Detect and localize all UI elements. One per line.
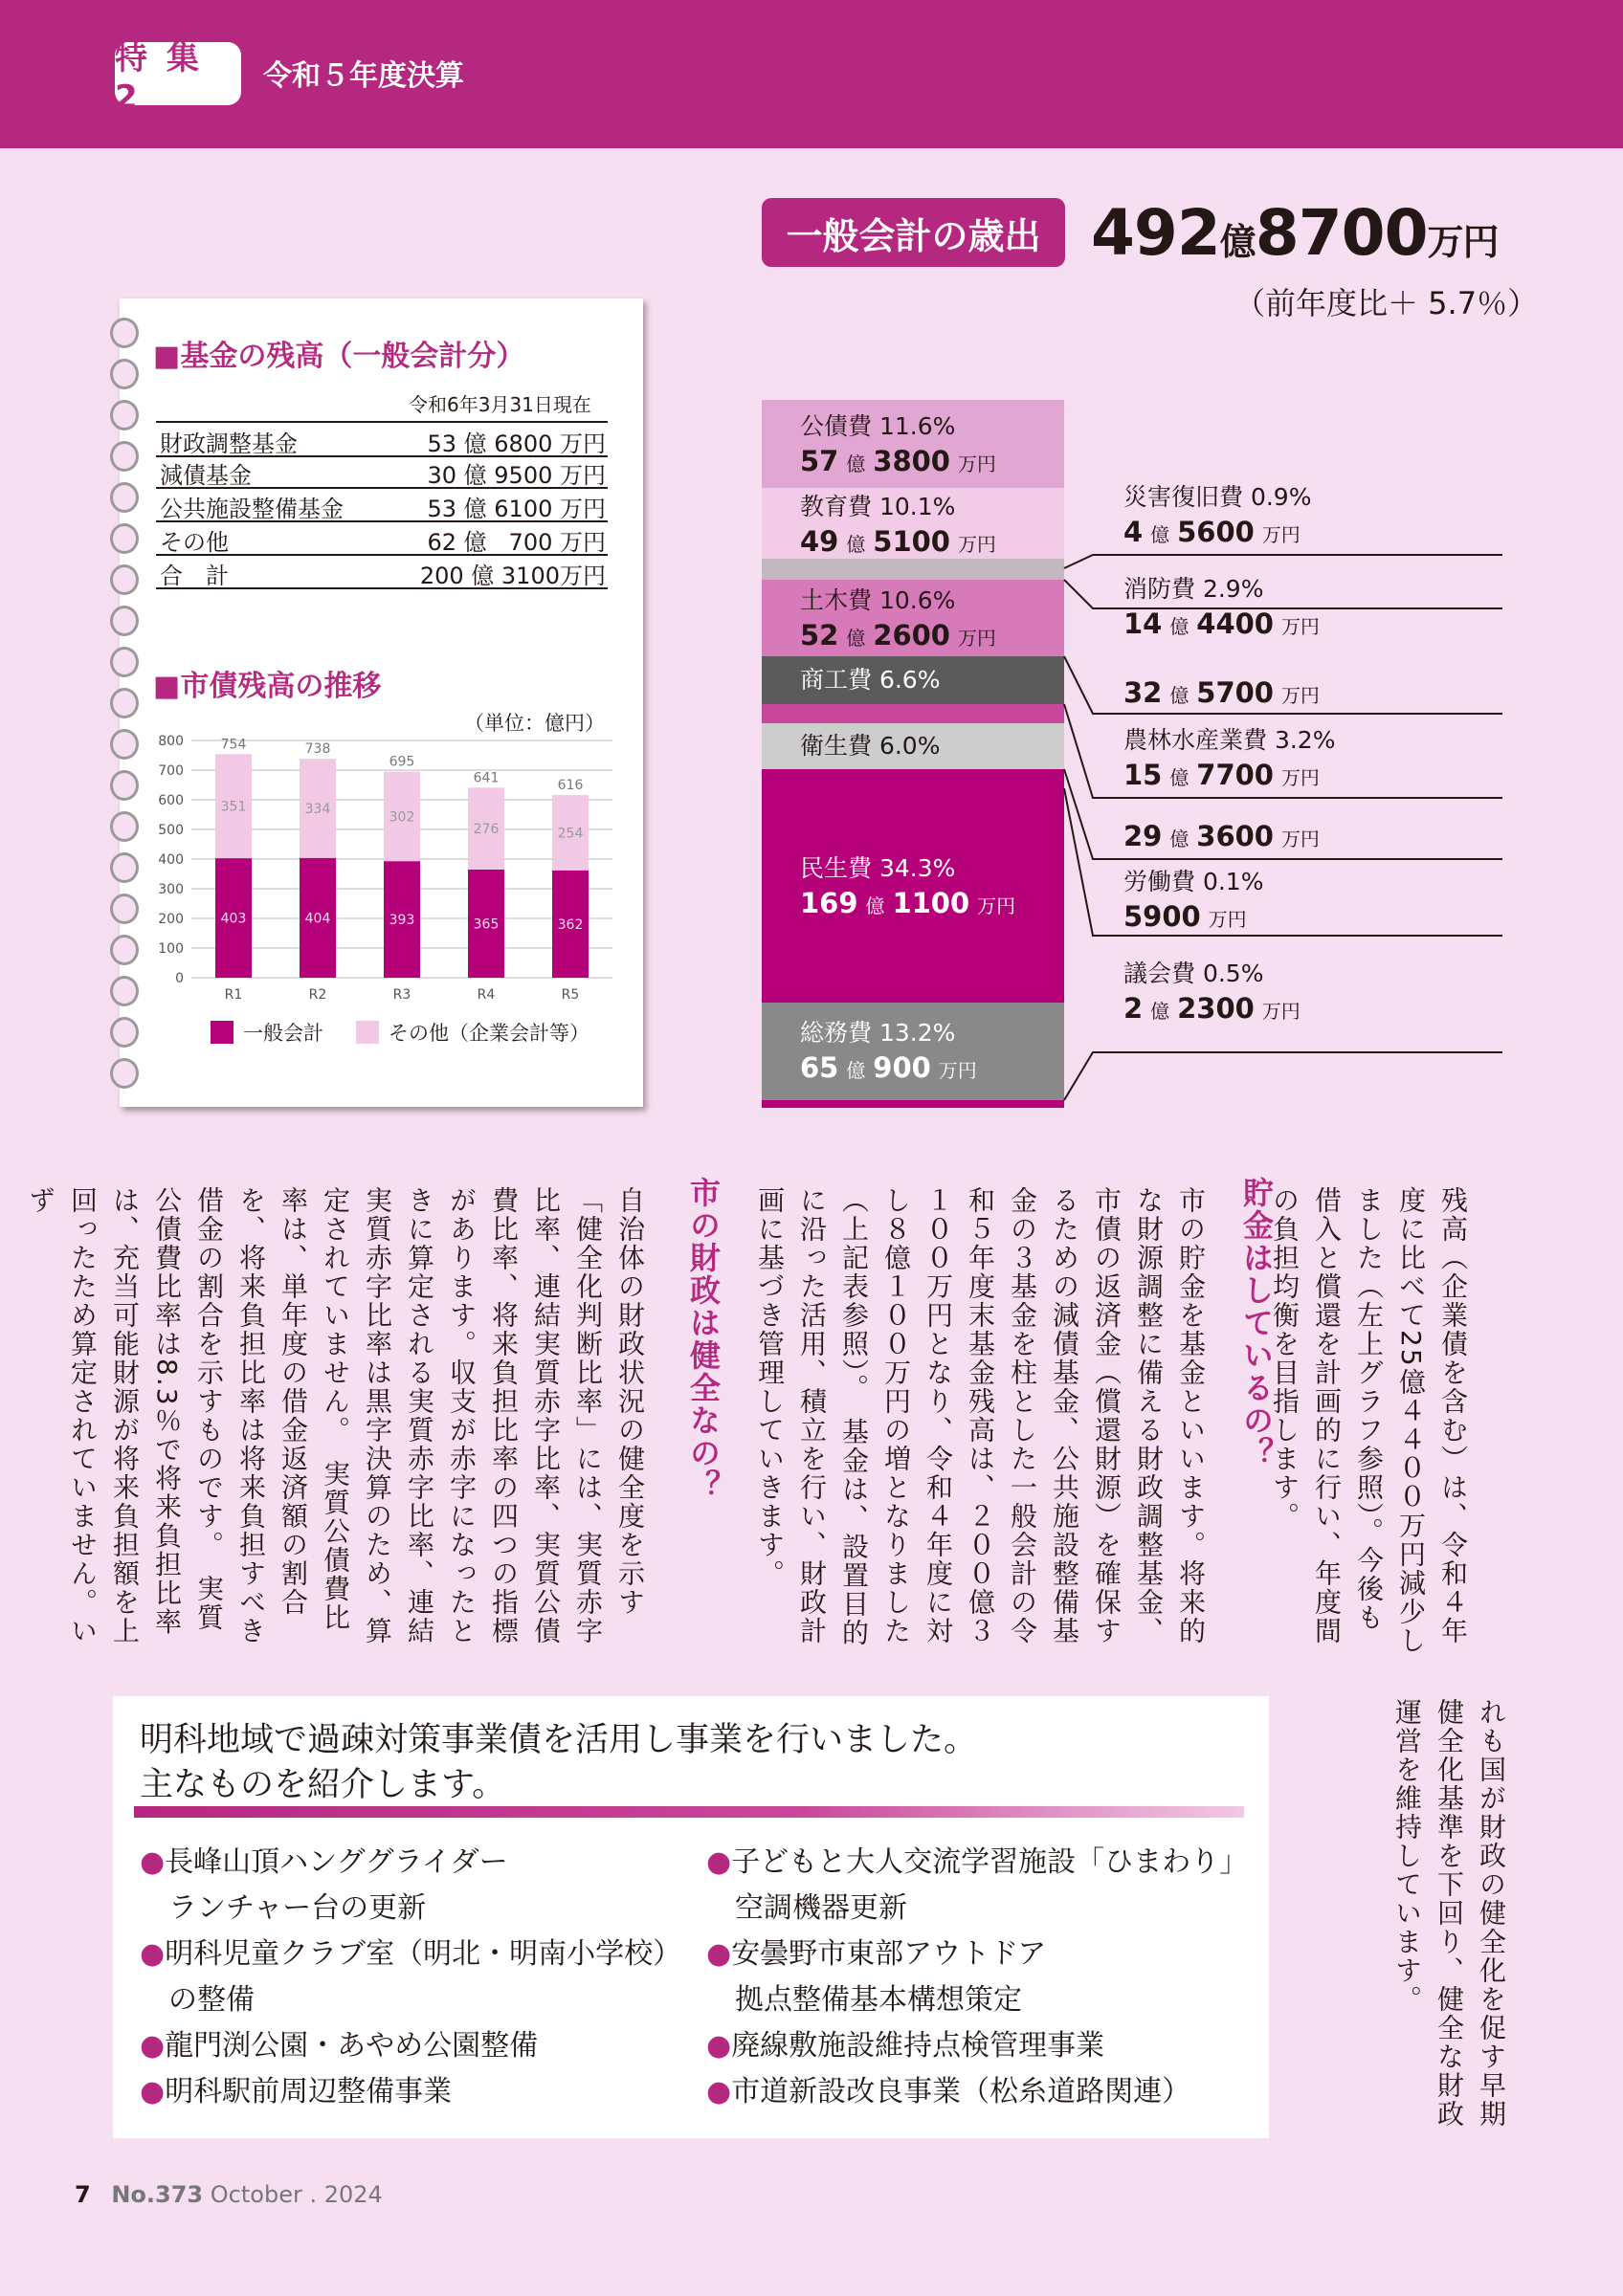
segment-disaster bbox=[762, 559, 1064, 580]
segment-name: 商工費 6.6% bbox=[800, 666, 941, 694]
binder-ring bbox=[110, 852, 139, 883]
side-label bbox=[1123, 572, 1320, 644]
side-label-unit: 万円 bbox=[1280, 684, 1320, 707]
segment-civil bbox=[762, 580, 1064, 656]
side-label bbox=[1123, 957, 1301, 1028]
legend-swatch-general bbox=[211, 1021, 233, 1044]
fund-title: ■基金の残高（一般会計分） bbox=[153, 340, 525, 373]
man-yen-unit: 万円 bbox=[1427, 221, 1499, 263]
side-label-unit: 万円 bbox=[1280, 615, 1320, 638]
bullet-icon: ● bbox=[140, 1845, 166, 1879]
side-label-unit: 万円 bbox=[1208, 908, 1247, 931]
side-label-amount2: 2300 bbox=[1177, 992, 1255, 1025]
notebook-panel bbox=[120, 298, 643, 1107]
segment-general-affairs bbox=[762, 1003, 1064, 1100]
side-label bbox=[1123, 819, 1320, 856]
segment-amount2: 5100 bbox=[873, 525, 950, 558]
segment-amount2: 900 bbox=[873, 1051, 931, 1084]
projects-title-line2: 主なものを紹介します。 bbox=[140, 1766, 506, 1804]
binder-ring bbox=[110, 976, 139, 1006]
segment-oku: 億 bbox=[846, 453, 866, 475]
project-text: 拠点整備基本構想策定 bbox=[735, 1983, 1022, 2017]
binder-ring bbox=[110, 564, 139, 595]
segment-name: 衛生費 6.0% bbox=[800, 732, 941, 760]
project-text: 子どもと大人交流学習施設「ひまわり」 bbox=[731, 1845, 1249, 1879]
segment-oku: 億 bbox=[846, 627, 866, 650]
segment-amount: 57 bbox=[800, 445, 839, 477]
segment-education bbox=[762, 488, 1064, 559]
binder-ring bbox=[110, 647, 139, 677]
segment-oku: 億 bbox=[846, 533, 866, 556]
segment-unit: 万円 bbox=[957, 627, 996, 650]
side-label-amount2: 3600 bbox=[1196, 820, 1274, 852]
bar-value-label: 365 bbox=[473, 916, 500, 933]
side-label-unit: 万円 bbox=[1280, 828, 1320, 850]
oku-unit: 億 bbox=[1219, 221, 1256, 263]
y-tick-label: 400 bbox=[158, 852, 184, 868]
fund-row bbox=[156, 488, 608, 522]
debt-unit: （単位：億円） bbox=[464, 712, 605, 735]
side-label bbox=[1123, 723, 1335, 795]
fund-row bbox=[156, 454, 608, 489]
segment-unit: 万円 bbox=[957, 533, 996, 556]
y-tick-label: 700 bbox=[158, 763, 184, 779]
binder-ring bbox=[110, 482, 139, 513]
legend-label-general: 一般会計 bbox=[243, 1022, 323, 1045]
side-label-amount: 29 bbox=[1123, 820, 1163, 852]
side-label-amount: 4 bbox=[1123, 516, 1144, 548]
project-text: 空調機器更新 bbox=[735, 1891, 907, 1925]
projects-divider bbox=[134, 1806, 1244, 1818]
side-label-name: 労働費 0.1% bbox=[1123, 868, 1264, 895]
header-bar bbox=[0, 0, 1623, 148]
bullet-icon: ● bbox=[140, 2029, 166, 2063]
debt-chart bbox=[139, 719, 636, 1011]
binder-ring bbox=[110, 606, 139, 636]
side-label-unit: 万円 bbox=[1261, 523, 1301, 546]
binder-ring bbox=[110, 770, 139, 801]
segment-agriculture bbox=[762, 704, 1064, 723]
fund-name: その他 bbox=[160, 529, 229, 556]
projects-right-list bbox=[706, 1840, 1248, 2115]
side-label-name: 議会費 0.5% bbox=[1123, 960, 1264, 987]
fund-name: 財政調整基金 bbox=[160, 430, 298, 457]
debt-title: ■市債残高の推移 bbox=[153, 670, 382, 703]
bar-total-label: 695 bbox=[389, 754, 415, 770]
side-label-amount2: 5900 bbox=[1123, 900, 1201, 933]
issue-date: October . 2024 bbox=[210, 2181, 383, 2208]
bar-value-label: 302 bbox=[389, 809, 415, 826]
projects-box bbox=[113, 1696, 1269, 2138]
y-tick-label: 600 bbox=[158, 793, 184, 808]
side-label-amount2: 7700 bbox=[1196, 759, 1274, 791]
project-item bbox=[706, 1977, 1248, 2023]
bar-total-label: 641 bbox=[473, 770, 500, 786]
special-feature-badge: 特 集 2 bbox=[115, 42, 241, 105]
segment-amount: 169 bbox=[800, 887, 858, 919]
side-label-amount2: 5600 bbox=[1177, 516, 1255, 548]
project-text: 明科駅前周辺整備事業 bbox=[165, 2075, 453, 2108]
binder-ring bbox=[110, 523, 139, 554]
side-label-oku: 億 bbox=[1169, 828, 1189, 850]
bullet-icon: ● bbox=[706, 2075, 732, 2108]
side-label-amount: 14 bbox=[1123, 607, 1163, 640]
side-label-unit: 万円 bbox=[1280, 766, 1320, 789]
fund-row bbox=[156, 521, 608, 556]
project-item bbox=[706, 2069, 1248, 2115]
page-number: 7 bbox=[75, 2181, 91, 2208]
side-label-unit: 万円 bbox=[1261, 1000, 1301, 1023]
side-label-amount2: 4400 bbox=[1196, 607, 1274, 640]
project-text: 廃線敷施設維持点検管理事業 bbox=[731, 2029, 1105, 2063]
project-text: 明科児童クラブ室（明北・明南小学校） bbox=[165, 1937, 682, 1971]
segment-oku: 億 bbox=[846, 1059, 866, 1082]
side-label-amount2: 5700 bbox=[1196, 676, 1274, 709]
bar-value-label: 334 bbox=[304, 801, 331, 817]
side-label-oku: 億 bbox=[1169, 684, 1189, 707]
bullet-icon: ● bbox=[706, 1937, 732, 1971]
bar-value-label: 362 bbox=[557, 916, 584, 933]
project-item bbox=[706, 1932, 1248, 1977]
bullet-icon: ● bbox=[140, 1937, 166, 1971]
total-man-value: 8700 bbox=[1255, 196, 1428, 270]
bar-value-label: 393 bbox=[389, 913, 415, 929]
segment-unit: 万円 bbox=[938, 1059, 977, 1082]
fund-name: 公共施設整備基金 bbox=[160, 496, 344, 522]
project-text: 長峰山頂ハンググライダー bbox=[165, 1845, 508, 1879]
segment-amount: 65 bbox=[800, 1051, 839, 1084]
bullet-icon: ● bbox=[706, 2029, 732, 2063]
x-tick-label: R2 bbox=[308, 987, 327, 1003]
binder-ring bbox=[110, 359, 139, 389]
segment-oku: 億 bbox=[865, 894, 885, 917]
bar-value-label: 403 bbox=[220, 911, 247, 927]
side-label-amount: 15 bbox=[1123, 759, 1163, 791]
bar-total-label: 616 bbox=[557, 778, 584, 794]
segment-name: 土木費 10.6% bbox=[800, 586, 956, 614]
side-label-oku: 億 bbox=[1150, 1000, 1170, 1023]
y-tick-label: 500 bbox=[158, 823, 184, 838]
x-tick-label: R3 bbox=[392, 987, 411, 1003]
side-label-name: 農林水産業費 3.2% bbox=[1123, 726, 1336, 754]
project-text: ランチャー台の更新 bbox=[168, 1891, 427, 1925]
binder-ring bbox=[110, 688, 139, 718]
project-item bbox=[140, 2069, 681, 2115]
y-tick-label: 300 bbox=[158, 882, 184, 897]
x-tick-label: R4 bbox=[477, 987, 496, 1003]
project-text: 市道新設改良事業（松糸道路関連） bbox=[731, 2075, 1191, 2108]
segment-amount: 52 bbox=[800, 619, 839, 651]
x-tick-label: R5 bbox=[561, 987, 580, 1003]
bar-value-label: 351 bbox=[220, 799, 247, 815]
binder-ring bbox=[110, 811, 139, 842]
segment-labor-council bbox=[762, 1100, 1064, 1108]
article-column-3: 自治体の財政状況の健全度を示す「健全化判断比率」には、実質赤字比率、連結実質赤字比率、実質公債費比率、将来負担比率の四つの指標があります。収支が赤字になったときに算定される実質赤字比率、連結実質赤字比率は黒字決算のため、算定されていません。 実質公債費比率は、単年度の借金返済額の割合を、将来負担比率は将来負担すべき借金の割合を示すものです。 実質公債費比率は8.3％で将来負担比率は、充当可能財源が将来負担額を上回ったため算定されていません。いず bbox=[25, 1186, 646, 1645]
project-text: 安曇野市東部アウトドア bbox=[731, 1937, 1047, 1971]
legend-label-other: その他（企業会計等） bbox=[389, 1022, 589, 1045]
debt-legend bbox=[211, 1018, 589, 1047]
fund-as-of: 令和6年3月31日現在 bbox=[409, 393, 591, 416]
header-title: 令和５年度決算 bbox=[263, 59, 464, 93]
segment-unit: 万円 bbox=[977, 894, 1016, 917]
segment-commerce bbox=[762, 656, 1064, 704]
project-item bbox=[706, 2023, 1248, 2069]
heading-finance-health: 市の財政は健全なの？ bbox=[685, 1177, 722, 1502]
binder-ring bbox=[110, 729, 139, 760]
side-label bbox=[1123, 865, 1263, 937]
side-label bbox=[1123, 675, 1320, 713]
article-column-2: 市の貯金を基金といいます。将来的な財源調整に備える財政調整基金、市債の返済金（償還財源）を確保するための減債基金、公共施設整備基金の３基金を柱とした一般会計の令和５年度末基金残高は、２００億３１００万円となり、令和４年度に対し８億１００万円の増となりました（上記表参照）。 基金は、設置目的に沿った活用、積立を行い、財政計画に基づき管理していきます。 bbox=[754, 1186, 1207, 1647]
expenditure-label: 一般会計の歳出 bbox=[762, 198, 1065, 267]
y-tick-label: 0 bbox=[175, 971, 184, 986]
fund-value: 62 億 700 万円 bbox=[427, 529, 606, 556]
segment-name: 教育費 10.1% bbox=[800, 493, 956, 520]
fund-name: 合 計 bbox=[160, 563, 229, 589]
article-column-4: れも国が財政の健全化を促す早期健全化基準を下回り、健全な財政運営を維持しています。 bbox=[1391, 1698, 1507, 2129]
project-item bbox=[706, 1840, 1248, 1886]
side-label-oku: 億 bbox=[1169, 766, 1189, 789]
footer bbox=[75, 2181, 383, 2208]
segment-amount2: 1100 bbox=[892, 887, 970, 919]
segment-public-debt bbox=[762, 400, 1064, 488]
segment-name: 公債費 11.6% bbox=[800, 412, 956, 440]
project-item bbox=[140, 2023, 681, 2069]
segment-unit: 万円 bbox=[957, 453, 996, 475]
issue-number: No.373 bbox=[111, 2181, 204, 2208]
legend-swatch-other bbox=[356, 1021, 379, 1044]
segment-health bbox=[762, 723, 1064, 769]
fund-value: 53 億 6100 万円 bbox=[427, 496, 606, 522]
side-label-oku: 億 bbox=[1169, 615, 1189, 638]
side-label-oku: 億 bbox=[1150, 523, 1170, 546]
segment-amount2: 2600 bbox=[873, 619, 950, 651]
project-text: の整備 bbox=[168, 1983, 255, 2017]
side-label-amount: 2 bbox=[1123, 992, 1144, 1025]
fund-row bbox=[156, 555, 608, 589]
project-item bbox=[140, 1840, 681, 1886]
fund-name: 減債基金 bbox=[160, 462, 252, 489]
binder-ring bbox=[110, 1017, 139, 1048]
project-text: 龍門渕公園・あやめ公園整備 bbox=[165, 2029, 539, 2063]
article-column-1: 残高（企業債を含む）は、令和４年度に比べて25億４４００万円減少しました（左上グラフ参照）。今後も借入と償還を計画的に行い、年度間の負担均衡を目指します。 bbox=[1269, 1186, 1469, 1655]
binder-ring bbox=[110, 318, 139, 348]
project-item bbox=[140, 1977, 681, 2023]
binder-ring bbox=[110, 400, 139, 430]
bar-value-label: 276 bbox=[473, 822, 500, 838]
binder-ring bbox=[110, 1058, 139, 1089]
segment-welfare bbox=[762, 769, 1064, 1003]
side-label-name: 災害復旧費 0.9% bbox=[1123, 483, 1312, 511]
side-label bbox=[1123, 480, 1311, 552]
y-tick-label: 100 bbox=[158, 941, 184, 957]
side-label-amount: 32 bbox=[1123, 676, 1163, 709]
y-tick-label: 800 bbox=[158, 734, 184, 749]
projects-title-line1: 明科地域で過疎対策事業債を活用し事業を行いました。 bbox=[140, 1721, 978, 1759]
segment-amount2: 3800 bbox=[873, 445, 950, 477]
binder-ring bbox=[110, 894, 139, 924]
bullet-icon: ● bbox=[140, 2075, 166, 2108]
project-item bbox=[706, 1886, 1248, 1932]
fund-value: 200 億 3100万円 bbox=[419, 563, 606, 589]
binder-ring bbox=[110, 441, 139, 472]
project-item bbox=[140, 1886, 681, 1932]
fund-value: 30 億 9500 万円 bbox=[427, 462, 606, 489]
binder-ring bbox=[110, 935, 139, 965]
segment-name: 民生費 34.3% bbox=[800, 854, 956, 882]
segment-amount: 49 bbox=[800, 525, 839, 558]
bar-total-label: 738 bbox=[304, 741, 331, 758]
heading-savings: 貯金はしているの？ bbox=[1238, 1177, 1275, 1469]
bar-value-label: 254 bbox=[557, 826, 584, 842]
bullet-icon: ● bbox=[706, 1845, 732, 1879]
expenditure-change: （前年度比＋ 5.7％） bbox=[1234, 285, 1539, 321]
fund-value: 53 億 6800 万円 bbox=[427, 430, 606, 457]
segment-name: 総務費 13.2% bbox=[800, 1019, 956, 1047]
y-tick-label: 200 bbox=[158, 912, 184, 927]
side-label-name: 消防費 2.9% bbox=[1123, 575, 1264, 603]
expenditure-total bbox=[1091, 196, 1499, 270]
x-tick-label: R1 bbox=[224, 987, 243, 1003]
bar-total-label: 754 bbox=[220, 737, 247, 753]
fund-row bbox=[156, 421, 608, 457]
project-item bbox=[140, 1932, 681, 1977]
projects-left-list bbox=[140, 1840, 681, 2115]
bar-value-label: 404 bbox=[304, 911, 331, 927]
total-oku-value: 492 bbox=[1091, 196, 1220, 270]
